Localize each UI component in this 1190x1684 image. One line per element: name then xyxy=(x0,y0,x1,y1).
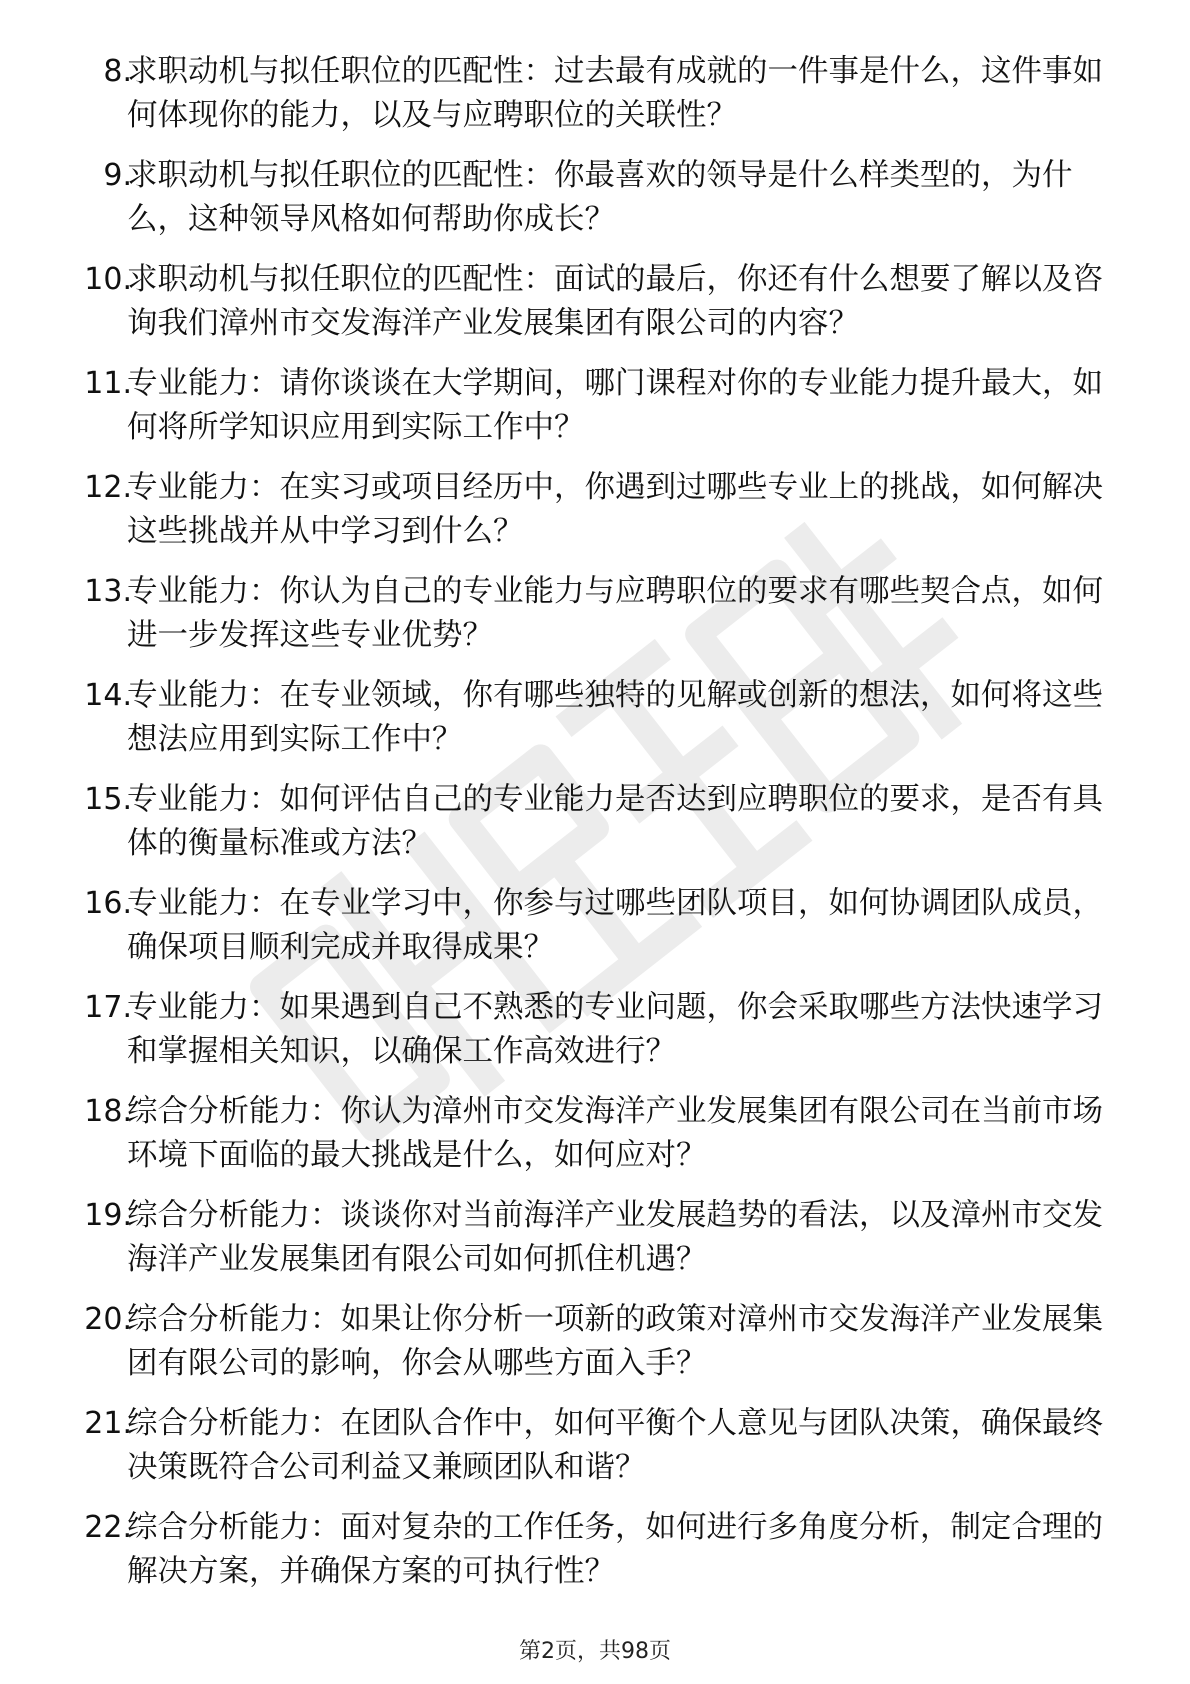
list-item xyxy=(0,986,1190,1090)
list-item xyxy=(0,50,1190,154)
page-footer: 第2页，共98页 xyxy=(519,1639,671,1664)
question-text: 专业能力：在专业学习中，你参与过哪些团队项目，如何协调团队成员，确保项目顺利完成并取得成果？ xyxy=(127,886,1103,965)
question-text: 专业能力：如果遇到自己不熟悉的专业问题，你会采取哪些方法快速学习和掌握相关知识，以确保工作高效进行？ xyxy=(127,990,1103,1069)
question-text: 综合分析能力：你认为漳州市交发海洋产业发展集团有限公司在当前市场环境下面临的最大挑战是什么，如何应对？ xyxy=(127,1094,1103,1173)
list-item xyxy=(0,570,1190,674)
question-text: 求职动机与拟任职位的匹配性：面试的最后，你还有什么想要了解以及咨询我们漳州市交发海洋产业发展集团有限公司的内容？ xyxy=(127,262,1103,341)
question-number: 12. xyxy=(84,470,132,505)
list-item xyxy=(0,882,1190,986)
question-text: 专业能力：你认为自己的专业能力与应聘职位的要求有哪些契合点，如何进一步发挥这些专业优势？ xyxy=(127,574,1103,653)
question-number: 14. xyxy=(84,678,132,713)
question-text: 综合分析能力：如果让你分析一项新的政策对漳州市交发海洋产业发展集团有限公司的影响，你会从哪些方面入手？ xyxy=(127,1302,1103,1381)
list-item xyxy=(0,1298,1190,1402)
question-number: 8. xyxy=(103,54,132,89)
list-item xyxy=(0,1194,1190,1298)
question-text: 综合分析能力：谈谈你对当前海洋产业发展趋势的看法，以及漳州市交发海洋产业发展集团有限公司如何抓住机遇？ xyxy=(127,1198,1103,1277)
list-item xyxy=(0,362,1190,466)
question-text: 综合分析能力：在团队合作中，如何平衡个人意见与团队决策，确保最终决策既符合公司利益又兼顾团队和谐？ xyxy=(127,1406,1103,1485)
question-number: 20. xyxy=(84,1302,132,1337)
question-number: 21. xyxy=(84,1406,132,1441)
list-item xyxy=(0,154,1190,258)
list-item xyxy=(0,1506,1190,1610)
list-item xyxy=(0,466,1190,570)
question-text: 专业能力：请你谈谈在大学期间，哪门课程对你的专业能力提升最大，如何将所学知识应用到实际工作中？ xyxy=(127,366,1103,445)
question-text: 求职动机与拟任职位的匹配性：过去最有成就的一件事是什么，这件事如何体现你的能力，以及与应聘职位的关联性？ xyxy=(127,54,1103,133)
list-item xyxy=(0,1402,1190,1506)
question-text: 专业能力：在专业领域，你有哪些独特的见解或创新的想法，如何将这些想法应用到实际工作中？ xyxy=(127,678,1103,757)
list-item xyxy=(0,1090,1190,1194)
question-number: 22. xyxy=(84,1510,132,1545)
list-item xyxy=(0,674,1190,778)
question-number: 11. xyxy=(84,366,132,401)
question-number: 15. xyxy=(84,782,132,817)
question-text: 专业能力：在实习或项目经历中，你遇到过哪些专业上的挑战，如何解决这些挑战并从中学习到什么？ xyxy=(127,470,1103,549)
question-number: 9. xyxy=(103,158,132,193)
question-text: 专业能力：如何评估自己的专业能力是否达到应聘职位的要求，是否有具体的衡量标准或方法？ xyxy=(127,782,1103,861)
question-number: 10. xyxy=(84,262,132,297)
question-number: 17. xyxy=(84,990,132,1025)
question-number: 18. xyxy=(84,1094,132,1129)
question-number: 16. xyxy=(84,886,132,921)
question-list xyxy=(0,50,1190,1610)
question-number: 19. xyxy=(84,1198,132,1233)
question-text: 求职动机与拟任职位的匹配性：你最喜欢的领导是什么样类型的，为什么，这种领导风格如何帮助你成长？ xyxy=(127,158,1073,237)
question-number: 13. xyxy=(84,574,132,609)
list-item xyxy=(0,258,1190,362)
question-text: 综合分析能力：面对复杂的工作任务，如何进行多角度分析，制定合理的解决方案，并确保方案的可执行性？ xyxy=(127,1510,1103,1589)
list-item xyxy=(0,778,1190,882)
